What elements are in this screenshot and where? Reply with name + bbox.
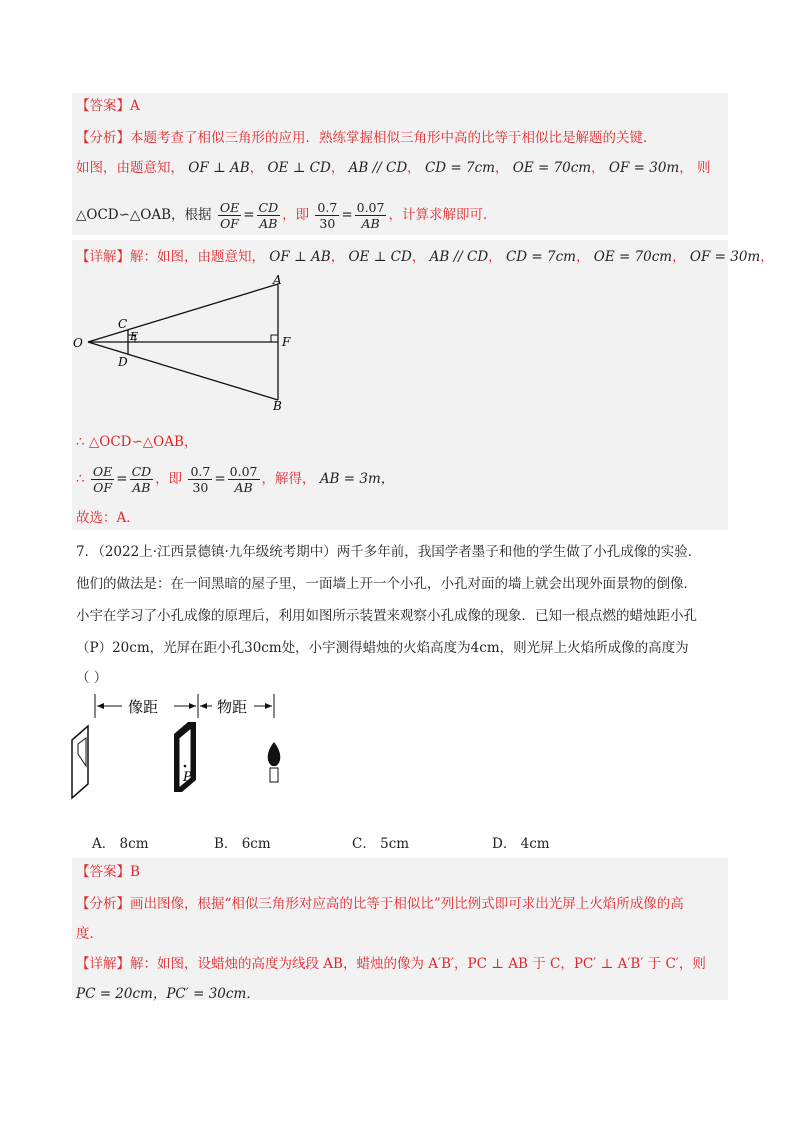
choose-line (76, 508, 140, 528)
q7-stem-line3: 小宇在学习了小孔成像的原理后，利用如图所示装置来观察小孔成像的现象．已知一根点燃的蜡烛距小孔 (76, 608, 697, 624)
condition-5: OE = 70cm (593, 249, 673, 265)
image-distance-label: 像距 (128, 698, 159, 716)
q6-detail-line: 【详解】解：如图，由题意知， OF ⊥ AB， OE ⊥ CD， AB // CD， CD = 7cm， OE = 70cm， OF = 30m， (76, 249, 774, 265)
condition-2: OE ⊥ CD (348, 249, 412, 265)
condition-3: AB // CD (429, 249, 489, 265)
label-B: B (273, 399, 282, 412)
label-O: O (73, 336, 83, 350)
label-E: E (130, 330, 139, 343)
solve-hint: ，计算求解即可． (388, 207, 497, 223)
condition-2: OE ⊥ CD (267, 160, 331, 176)
fraction-007-ab: $\frac{0.07}{AB}$ (356, 200, 385, 231)
therefore-text: ∴ △OCD∽△OAB， (76, 434, 198, 450)
label-D: D (118, 355, 128, 369)
object-distance-label: 物距 (217, 698, 248, 716)
detail-text: 解：如图，设蜡烛的高度为线段 AB，蜡烛的像为 A′B′，PC ⊥ AB 于 C，PC′ ⊥ A′B′ 于 C′，则 (130, 956, 706, 972)
condition-6: OF = 30m (689, 249, 761, 265)
ji-word: ，即 (282, 207, 310, 223)
ji-word: ，即 (155, 471, 183, 487)
option-d[interactable]: D． 4cm (492, 836, 550, 852)
answer-value: A (130, 98, 140, 114)
analysis-intro: 如图，由题意知， (76, 160, 184, 176)
pinhole-figure (62, 692, 292, 807)
analysis-tag: 【分析】 (76, 130, 130, 146)
answer-tag: 【答案】 (76, 98, 130, 114)
therefore-symbol: ∴ (76, 471, 85, 487)
fraction-oe-of: $\frac{OE}{OF}$ (219, 200, 240, 231)
condition-4: CD = 7cm (424, 160, 495, 176)
q6-analysis-conditions: 如图，由题意知， OF ⊥ AB， OE ⊥ CD， AB // CD， CD = 7cm， OE = 70cm， OF = 30m， 则 (76, 160, 711, 176)
detail-tag: 【详解】 (76, 956, 130, 972)
q7-stem-line2: 他们的做法是：在一间黑暗的屋子里，一面墙上开一个小孔，小孔对面的墙上就会出现外面景物的倒像． (76, 576, 697, 592)
q7-detail-line (76, 954, 706, 974)
triangle-diagram (70, 272, 300, 412)
q7-analysis-cont: 度． (76, 926, 103, 942)
fraction-cd-ab: $\frac{CD}{AB}$ (131, 464, 152, 495)
option-c[interactable]: C． 5cm (352, 836, 410, 852)
option-c-value: 5cm (380, 836, 410, 852)
option-b-value: 6cm (241, 836, 271, 852)
fraction-oe-of: $\frac{OE}{OF}$ (92, 464, 113, 495)
detail-text: 解：如图，由题意知， (130, 249, 265, 265)
analysis-tag: 【分析】 (76, 896, 130, 912)
answer-tag: 【答案】 (76, 864, 130, 880)
q6-analysis-line (76, 128, 657, 148)
q7-analysis-line (76, 894, 684, 914)
label-F: F (282, 335, 291, 349)
option-d-value: 4cm (520, 836, 550, 852)
condition-1: OF ⊥ AB (188, 160, 250, 176)
option-b[interactable]: B． 6cm (214, 836, 271, 852)
q7-stem-line4: （P）20cm，光屏在距小孔30cm处，小宇测得蜡烛的火焰高度为4cm，则光屏上火焰所成像的高度为 (76, 640, 689, 656)
q7-answer-line (76, 862, 140, 882)
fraction-cd-ab: $\frac{CD}{AB}$ (258, 200, 279, 231)
fraction-07-30: $\frac{0.7}{30}$ (317, 200, 338, 231)
option-a-value: 8cm (119, 836, 149, 852)
analysis-text: 本题考查了相似三角形的应用．熟练掌握相似三角形中高的比等于相似比是解题的关键． (130, 130, 657, 146)
option-a[interactable]: A． 8cm (92, 836, 149, 852)
analysis-text: 画出图像，根据“相似三角形对应高的比等于相似比”列比例式即可求出光屏上火焰所成像的高 (130, 896, 684, 912)
choose-text: 故选：A． (76, 510, 140, 526)
q7-stem-line5: （ ） (76, 670, 108, 686)
condition-6: OF = 30m (608, 160, 680, 176)
condition-4: CD = 7cm (505, 249, 576, 265)
pinhole-P-label: P (183, 770, 192, 785)
fraction-007-ab: $\frac{0.07}{AB}$ (229, 464, 258, 495)
therefore-similar (76, 432, 197, 452)
condition-5: OE = 70cm (512, 160, 592, 176)
therefore-proportion: ∴ $\frac{OE}{OF}$ = $\frac{CD}{AB}$ ，即 $\frac{0.7}{30}$ = $\frac{0.07}{AB}$ ，解得， AB = 3m， (76, 464, 395, 495)
detail-tag: 【详解】 (76, 249, 130, 265)
q6-answer-line (76, 96, 140, 116)
result-ab: AB = 3m， (319, 471, 395, 487)
q6-analysis-proportion: △OCD∽△OAB，根据 $\frac{OE}{OF}$ = $\frac{CD}{AB}$ ，即 $\frac{0.7}{30}$ = $\frac{0.07}{AB}$ ，计算求解即可． (76, 200, 497, 231)
q7-answer-band (72, 858, 728, 1000)
fraction-07-30: $\frac{0.7}{30}$ (190, 464, 211, 495)
label-C: C (118, 317, 128, 331)
q7-detail-line2: PC = 20cm，PC′ = 30cm． (76, 986, 260, 1002)
solve-word: ，解得， (261, 471, 316, 487)
then-word: 则 (697, 160, 711, 176)
q7-stem-line1: 7．（2022上·江西景德镇·九年级统考期中）两千多年前，我国学者墨子和他的学生做了小孔成像的实验． (76, 544, 702, 560)
label-A: A (273, 273, 282, 287)
similar-statement: △OCD∽△OAB，根据 (76, 207, 212, 223)
condition-3: AB // CD (348, 160, 408, 176)
condition-1: OF ⊥ AB (269, 249, 331, 265)
answer-value: B (130, 864, 140, 880)
